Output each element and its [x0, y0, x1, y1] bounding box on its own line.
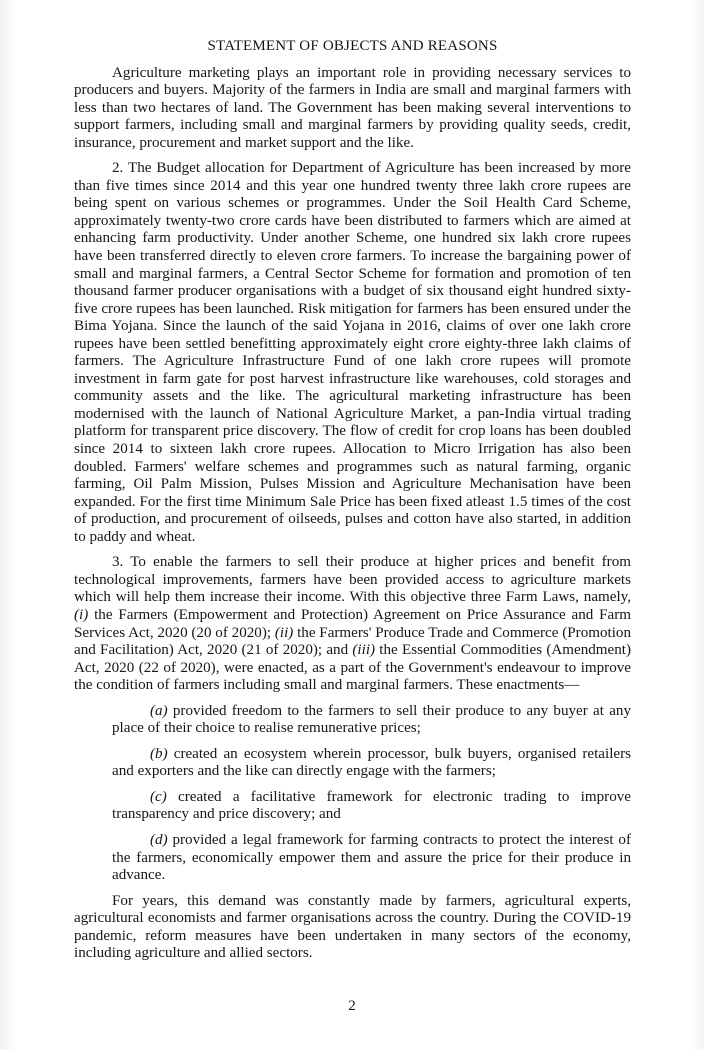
clause-b	[74, 746, 631, 781]
clause-d-text: provided a legal framework for farming contracts to protect the interest of the farmers, economically empower them and assure the price for their produce in advance.	[112, 831, 631, 884]
paragraph-3-text-1: 3. To enable the farmers to sell their produce at higher prices and benefit from technological improvements, farmers have been provided access to agriculture markets which will help them increase their income. With this objective three Farm Laws, namely,	[74, 554, 631, 606]
document-body	[74, 38, 631, 963]
clause-c-text: created a facilitative framework for electronic trading to improve transparency and price discovery; and	[112, 788, 631, 823]
clause-b-text: created an ecosystem wherein processor, bulk buyers, organised retailers and exporters and the like can directly engage with the farmers;	[112, 745, 631, 780]
clause-a-text: provided freedom to the farmers to sell their produce to any buyer at any place of their choice to realise remunerative prices;	[112, 702, 631, 737]
clause-c	[74, 789, 631, 824]
page-number: 2	[348, 998, 356, 1014]
roman-numeral-ii: (ii)	[274, 624, 294, 641]
clause-a	[74, 703, 631, 738]
clause-a-label: (a)	[150, 702, 168, 719]
paragraph-3-text-4: the Essential Commodities (Amendment) Act, 2020 (22 of 2020), were enacted, as a part of the Government's endeavour to improve the condition of farmers including small and marginal farmers. These enactments—	[74, 642, 631, 694]
paragraph-3	[74, 554, 631, 694]
document-title: STATEMENT OF OBJECTS AND REASONS	[207, 38, 498, 54]
roman-numeral-iii: (iii)	[352, 642, 376, 659]
clause-d-label: (d)	[150, 831, 168, 848]
paragraph-3-text-2: the Farmers (Empowerment and Protection) Agreement on Price Assurance and Farm Services Act, 2020 (20 of 2020);	[74, 606, 631, 641]
paragraph-1: Agriculture marketing plays an important role in providing necessary services to producers and buyers. Majority of the farmers in India are small and marginal farmers with less than two hectares of land. The Government has been making several interventions to support farmers, including small and marginal farmers by providing quality seeds, credit, insurance, procurement and market support and the like.	[74, 64, 631, 151]
clause-b-label: (b)	[150, 745, 168, 762]
paragraph-2: 2. The Budget allocation for Department of Agriculture has been increased by more than five times since 2014 and this year one hundred twenty three lakh crore rupees are being spent on various schemes or programmes. Under the Soil Health Card Scheme, approximately twenty-two crore cards have been distributed to farmers which are aimed at enhancing farm productivity. Under another Scheme, one hundred six lakh crore rupees have been transferred directly to eleven crore farmers. To increase the bargaining power of small and marginal farmers, a Central Sector Scheme for formation and promotion of ten thousand farmer producer organisations with a budget of six thousand eight hundred sixty-five crore rupees has been launched. Risk mitigation for farmers has been ensured under the Bima Yojana. Since the launch of the said Yojana in 2016, claims of over one lakh crore rupees have been settled benefitting approximately eight crore eighty-three lakh claims of farmers. The Agriculture Infrastructure Fund of one lakh crore rupees will promote investment in farm gate for post harvest infrastructure like warehouses, cold storages and community assets and the like. The agricultural marketing infrastructure has been modernised with the launch of National Agriculture Market, a pan-India virtual trading platform for transparent price discovery. The flow of credit for crop loans has been doubled since 2014 to sixteen lakh crore rupees. Allocation to Micro Irrigation has also been doubled. Farmers' welfare schemes and programmes such as natural farming, organic farming, Oil Palm Mission, Pulses Mission and Agriculture Mechanisation have been expanded. For the first time Minimum Sale Price has been fixed atleast 1.5 times of the cost of production, and procurement of oilseeds, pulses and cotton have also started, in addition to paddy and wheat.	[74, 160, 631, 545]
clause-d	[74, 832, 631, 885]
closing-paragraph: For years, this demand was constantly made by farmers, agricultural experts, agricultural economists and farmer organisations across the country. During the COVID-19 pandemic, reform measures have been undertaken in many sectors of the economy, including agriculture and allied sectors.	[74, 892, 631, 962]
roman-numeral-i: (i)	[74, 606, 89, 623]
paragraph-3-text-3: the Farmers' Produce Trade and Commerce (Promotion and Facilitation) Act, 2020 (21 of 2020); and	[74, 624, 632, 659]
clause-c-label: (c)	[150, 788, 167, 805]
